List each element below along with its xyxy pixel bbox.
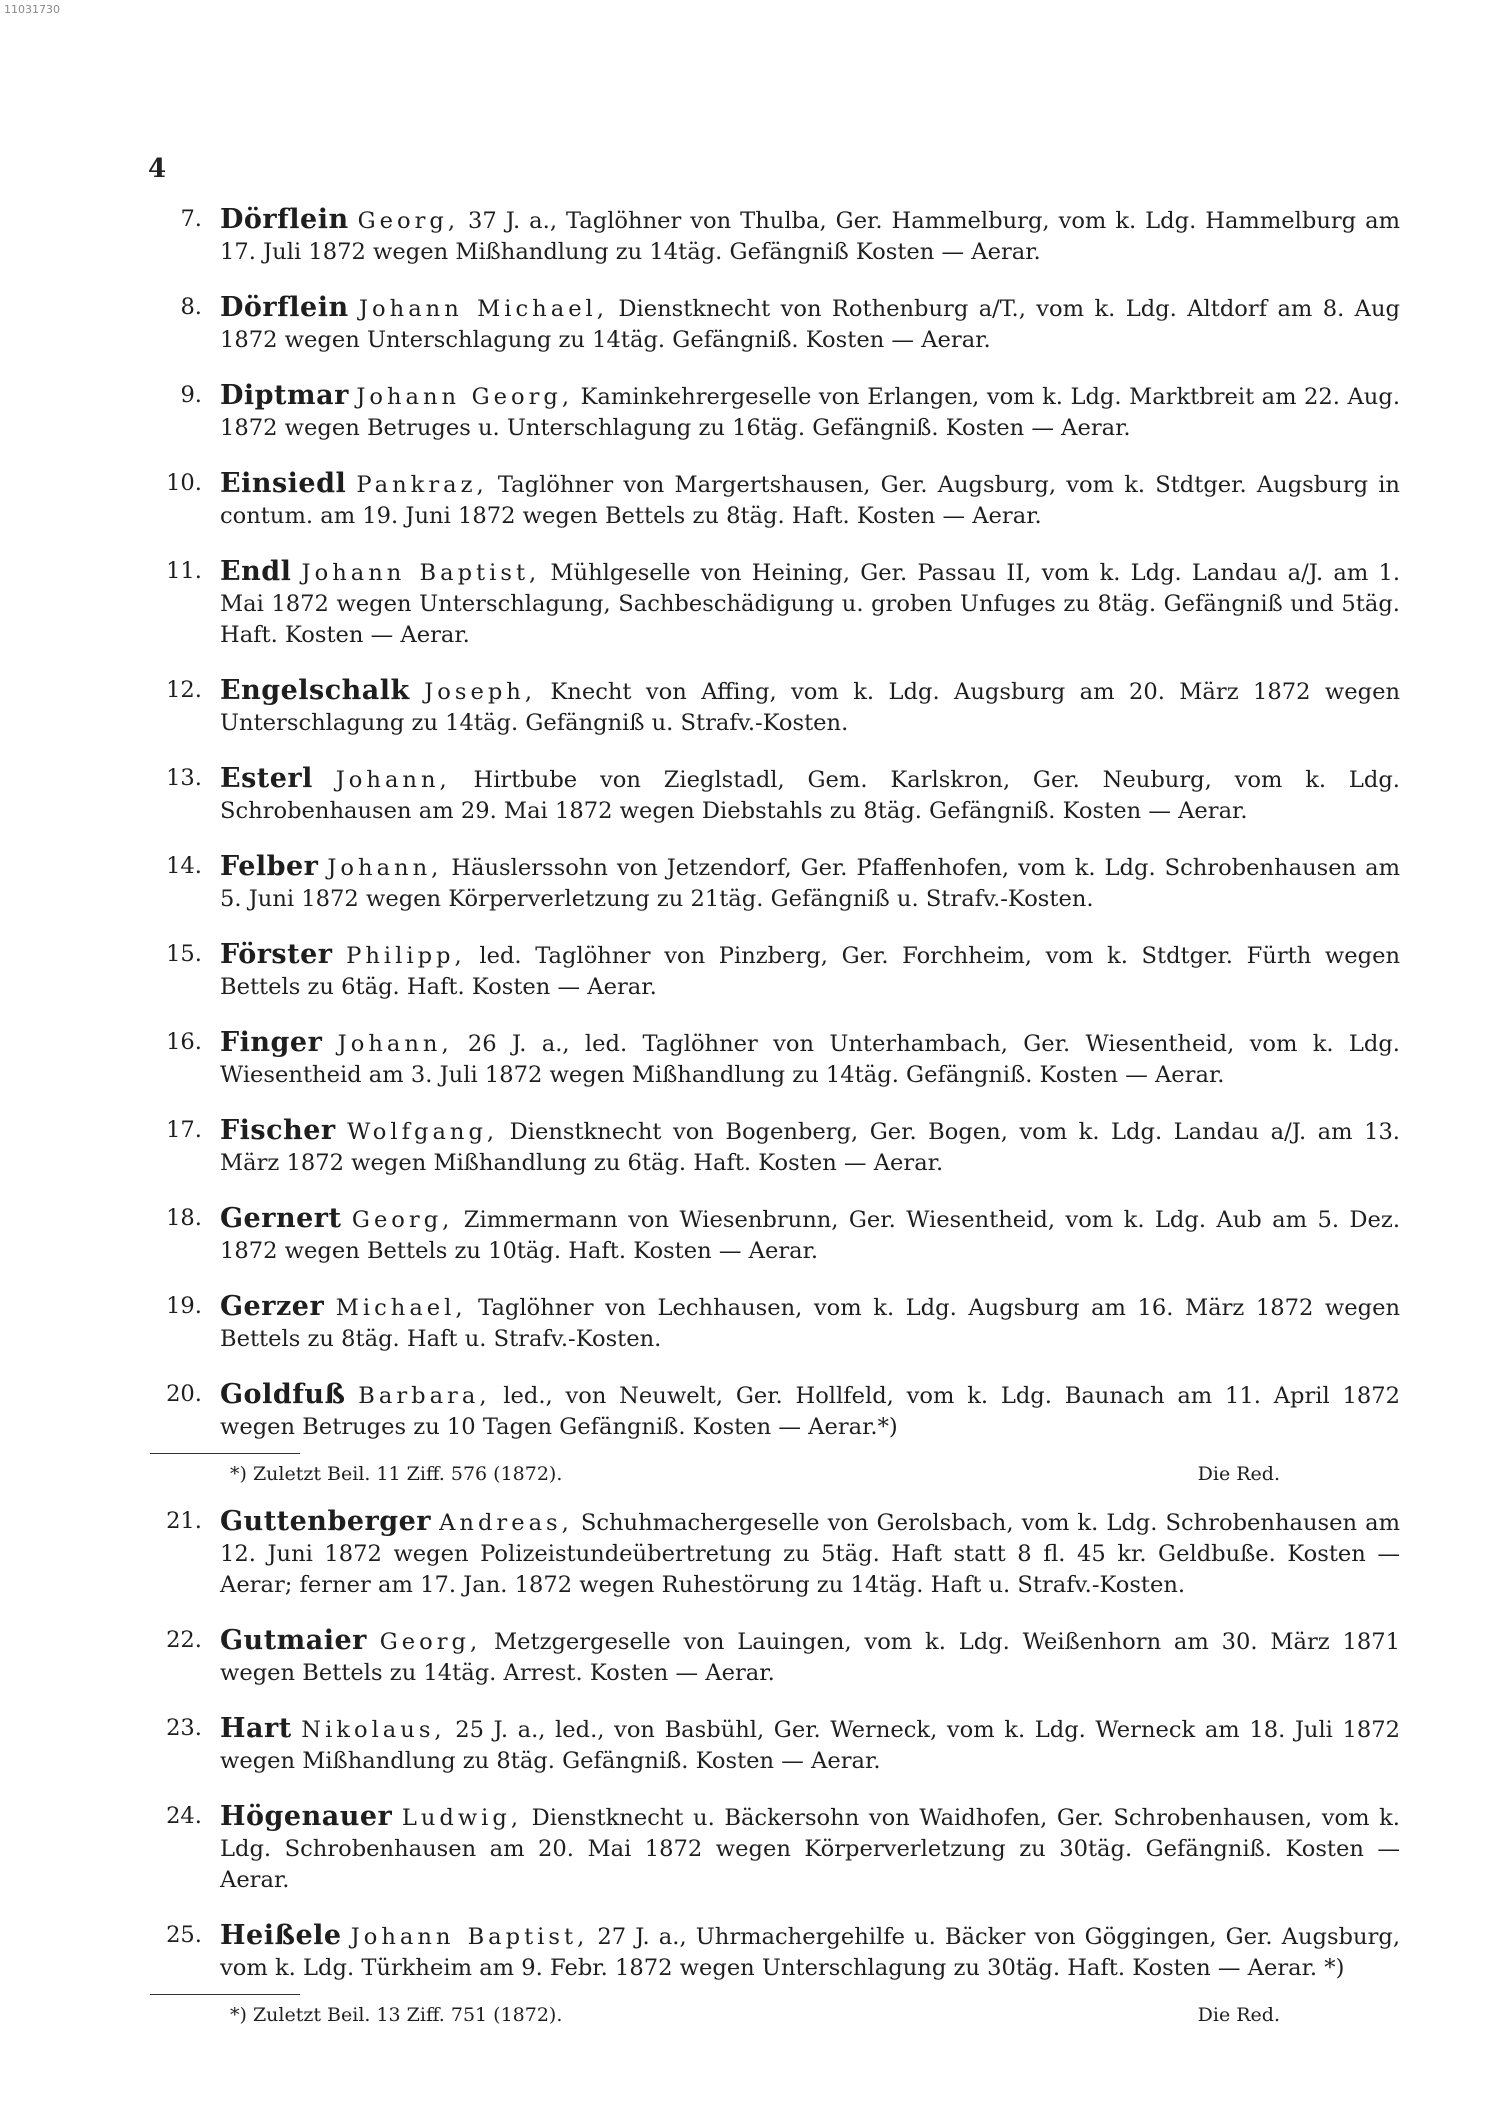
entry-given-name: Johann Baptist, [301, 560, 541, 586]
entry-number: 11. [166, 558, 202, 584]
entry [150, 1027, 1400, 1091]
entry [150, 556, 1400, 651]
page-number: 4 [148, 154, 167, 184]
entry [150, 1291, 1400, 1355]
entry-surname: Guttenberger [220, 1506, 432, 1537]
footnote-signature: Die Red. [1197, 1463, 1280, 1485]
scan-id: 11031730 [4, 3, 60, 16]
entry-text: Taglöhner von Lechhausen, vom k. Ldg. Augsburg am 16. März 1872 wegen Bettels zu 8täg. Haft u. Strafv.-Kosten. [220, 1295, 1401, 1352]
entry-given-name: Barbara, [358, 1383, 491, 1409]
entry [150, 380, 1400, 444]
entry [150, 1506, 1400, 1601]
entry-number: 10. [166, 470, 202, 496]
entry-text: 37 J. a., Taglöhner von Thulba, Ger. Hammelburg, vom k. Ldg. Hammelburg am 17. Juli 1872 wegen Mißhandlung zu 14täg. Gefängniß Kosten — Aerar. [220, 208, 1400, 265]
entry-given-name: Wolfgang, [347, 1119, 499, 1145]
footnote [150, 1462, 1400, 1486]
entry-surname: Gerzer [220, 1291, 325, 1322]
entry [150, 1713, 1400, 1777]
entry [150, 939, 1400, 1003]
footnote-text: *) Zuletzt Beil. 13 Ziff. 751 (1872). [230, 2004, 563, 2026]
footnote [150, 2003, 1400, 2027]
entry-text: Schuhmachergeselle von Gerolsbach, vom k. Ldg. Schrobenhausen am 12. Juni 1872 wegen Polizeistundeübertretung zu 5täg. Haft statt 8 fl. 45 kr. Geldbuße. Kosten — Aerar; ferner am 17. Jan. 1872 wegen Ruhestörung zu 14täg. Haft u. Strafv.-Kosten. [220, 1510, 1401, 1598]
entry-text: 27 J. a., Uhrmachergehilfe u. Bäcker von Göggingen, Ger. Augsburg, vom k. Ldg. Türkheim am 9. Febr. 1872 wegen Unterschlagung zu 30täg. Haft. Kosten — Aerar. *) [220, 1924, 1401, 1981]
entry [150, 1379, 1400, 1443]
entry-surname: Gernert [220, 1203, 342, 1234]
entry-given-name: Joseph, [424, 679, 537, 705]
footnote-rule [150, 1453, 300, 1454]
entry-text: Dienstknecht u. Bäckersohn von Waidhofen, Ger. Schrobenhausen, vom k. Ldg. Schrobenhausen am 20. Mai 1872 wegen Körperverletzung zu 30täg. Gefängniß. Kosten — Aerar. [220, 1805, 1400, 1893]
entry [150, 1801, 1400, 1896]
entry-surname: Heißele [220, 1920, 342, 1951]
entry-text: Hirtbube von Zieglstadl, Gem. Karlskron, Ger. Neuburg, vom k. Ldg. Schrobenhausen am 29. Mai 1872 wegen Diebstahls zu 8täg. Gefängniß. Kosten — Aerar. [220, 767, 1400, 824]
entry-surname: Hart [220, 1713, 292, 1744]
entry-given-name: Johann, [335, 767, 451, 793]
entry-text: Knecht von Affing, vom k. Ldg. Augsburg am 20. März 1872 wegen Unterschlagung zu 14täg. Gefängniß u. Strafv.-Kosten. [220, 679, 1401, 736]
entry [150, 851, 1400, 915]
entry [150, 292, 1400, 356]
entry-given-name: Philipp, [346, 943, 466, 969]
entry-surname: Dörflein [220, 204, 349, 235]
entry-given-name: Johann Baptist, [350, 1924, 589, 1950]
entry-text: Häuslerssohn von Jetzendorf, Ger. Pfaffenhofen, vom k. Ldg. Schrobenhausen am 5. Juni 1872 wegen Körperverletzung zu 21täg. Gefängniß u. Strafv.-Kosten. [220, 855, 1400, 912]
entry-number: 17. [166, 1117, 202, 1143]
entry-text: Dienstknecht von Bogenberg, Ger. Bogen, vom k. Ldg. Landau a/J. am 13. März 1872 wegen Mißhandlung zu 6täg. Haft. Kosten — Aerar. [220, 1119, 1400, 1176]
entry-text: Mühlgeselle von Heining, Ger. Passau II, vom k. Ldg. Landau a/J. am 1. Mai 1872 wegen Unterschlagung, Sachbeschädigung u. groben Unfuges zu 8täg. Gefängniß und 5täg. Haft. Kosten — Aerar. [220, 560, 1400, 648]
entry-surname: Diptmar [220, 380, 349, 411]
entry-number: 15. [166, 941, 202, 967]
footnote-signature: Die Red. [1197, 2004, 1280, 2026]
entry [150, 204, 1400, 268]
entry-number: 8. [180, 294, 202, 320]
entry-surname: Dörflein [220, 292, 349, 323]
entry-text: Taglöhner von Margertshausen, Ger. Augsburg, vom k. Stdtger. Augsburg in contum. am 19. Juni 1872 wegen Bettels zu 8täg. Haft. Kosten — Aerar. [220, 472, 1400, 529]
entry-list [150, 204, 1400, 2047]
entry-given-name: Pankraz, [356, 472, 488, 498]
entry-surname: Endl [220, 556, 292, 587]
entry [150, 468, 1400, 532]
entry-text: Metzgergeselle von Lauingen, vom k. Ldg. Weißenhorn am 30. März 1871 wegen Bettels zu 14täg. Arrest. Kosten — Aerar. [220, 1629, 1400, 1686]
entry-surname: Esterl [220, 763, 313, 794]
entry-text: Dienstknecht von Rothenburg a/T., vom k. Ldg. Altdorf am 8. Aug 1872 wegen Unterschlagung zu 14täg. Gefängniß. Kosten — Aerar. [220, 296, 1400, 353]
entry-number: 16. [166, 1029, 202, 1055]
entry-given-name: Georg, [357, 208, 460, 234]
entry [150, 763, 1400, 827]
entry-number: 21. [166, 1508, 202, 1534]
entry-number: 23. [166, 1715, 202, 1741]
entry-surname: Engelschalk [220, 675, 410, 706]
entry-given-name: Ludwig, [401, 1805, 523, 1831]
entry-number: 7. [180, 206, 202, 232]
entry-text: Zimmermann von Wiesenbrunn, Ger. Wiesentheid, vom k. Ldg. Aub am 5. Dez. 1872 wegen Bettels zu 10täg. Haft. Kosten — Aerar. [220, 1207, 1400, 1264]
entry-given-name: Johann, [337, 1031, 453, 1057]
entry-number: 25. [166, 1922, 202, 1948]
entry-surname: Högenauer [220, 1801, 393, 1832]
entry [150, 1203, 1400, 1267]
entry [150, 1625, 1400, 1689]
entry-number: 18. [166, 1205, 202, 1231]
entry-given-name: Johann Georg, [356, 384, 574, 410]
entry-surname: Förster [220, 939, 333, 970]
entry-given-name: Johann Michael, [358, 296, 608, 322]
entry-surname: Goldfuß [220, 1379, 346, 1410]
entry-number: 13. [166, 765, 202, 791]
entry-given-name: Johann, [327, 855, 443, 881]
entry [150, 675, 1400, 739]
entry-surname: Felber [220, 851, 319, 882]
entry-number: 12. [166, 677, 202, 703]
entry-text: 26 J. a., led. Taglöhner von Unterhambach, Ger. Wiesentheid, vom k. Ldg. Wiesentheid am 3. Juli 1872 wegen Mißhandlung zu 14täg. Gefängniß. Kosten — Aerar. [220, 1031, 1400, 1088]
entry-surname: Gutmaier [220, 1625, 367, 1656]
entry-surname: Finger [220, 1027, 323, 1058]
entry-number: 9. [180, 382, 202, 408]
entry-number: 22. [166, 1627, 202, 1653]
footnote-rule [150, 1994, 300, 1995]
entry-surname: Einsiedl [220, 468, 347, 499]
entry-text: led., von Neuwelt, Ger. Hollfeld, vom k. Ldg. Baunach am 11. April 1872 wegen Betruges zu 10 Tagen Gefängniß. Kosten — Aerar.*) [220, 1383, 1400, 1440]
entry-given-name: Georg, [379, 1629, 482, 1655]
entry-text: led. Taglöhner von Pinzberg, Ger. Forchheim, vom k. Stdtger. Fürth wegen Bettels zu 6täg. Haft. Kosten — Aerar. [220, 943, 1400, 1000]
entry-text: 25 J. a., led., von Basbühl, Ger. Werneck, vom k. Ldg. Werneck am 18. Juli 1872 wegen Mißhandlung zu 8täg. Gefängniß. Kosten — Aerar. [220, 1717, 1400, 1774]
entry-number: 24. [166, 1803, 202, 1829]
entry-number: 19. [166, 1293, 202, 1319]
footnote-text: *) Zuletzt Beil. 11 Ziff. 576 (1872). [230, 1463, 563, 1485]
entry-given-name: Michael, [335, 1295, 467, 1321]
entry-number: 14. [166, 853, 202, 879]
entry [150, 1920, 1400, 1984]
entry [150, 1115, 1400, 1179]
entry-surname: Fischer [220, 1115, 336, 1146]
entry-given-name: Georg, [351, 1207, 454, 1233]
entry-text: Kaminkehrergeselle von Erlangen, vom k. Ldg. Marktbreit am 22. Aug. 1872 wegen Betruges u. Unterschlagung zu 16täg. Gefängniß. Kosten — Aerar. [220, 384, 1400, 441]
entry-given-name: Nikolaus, [301, 1717, 446, 1743]
entry-given-name: Andreas, [439, 1510, 573, 1536]
entry-number: 20. [166, 1381, 202, 1407]
